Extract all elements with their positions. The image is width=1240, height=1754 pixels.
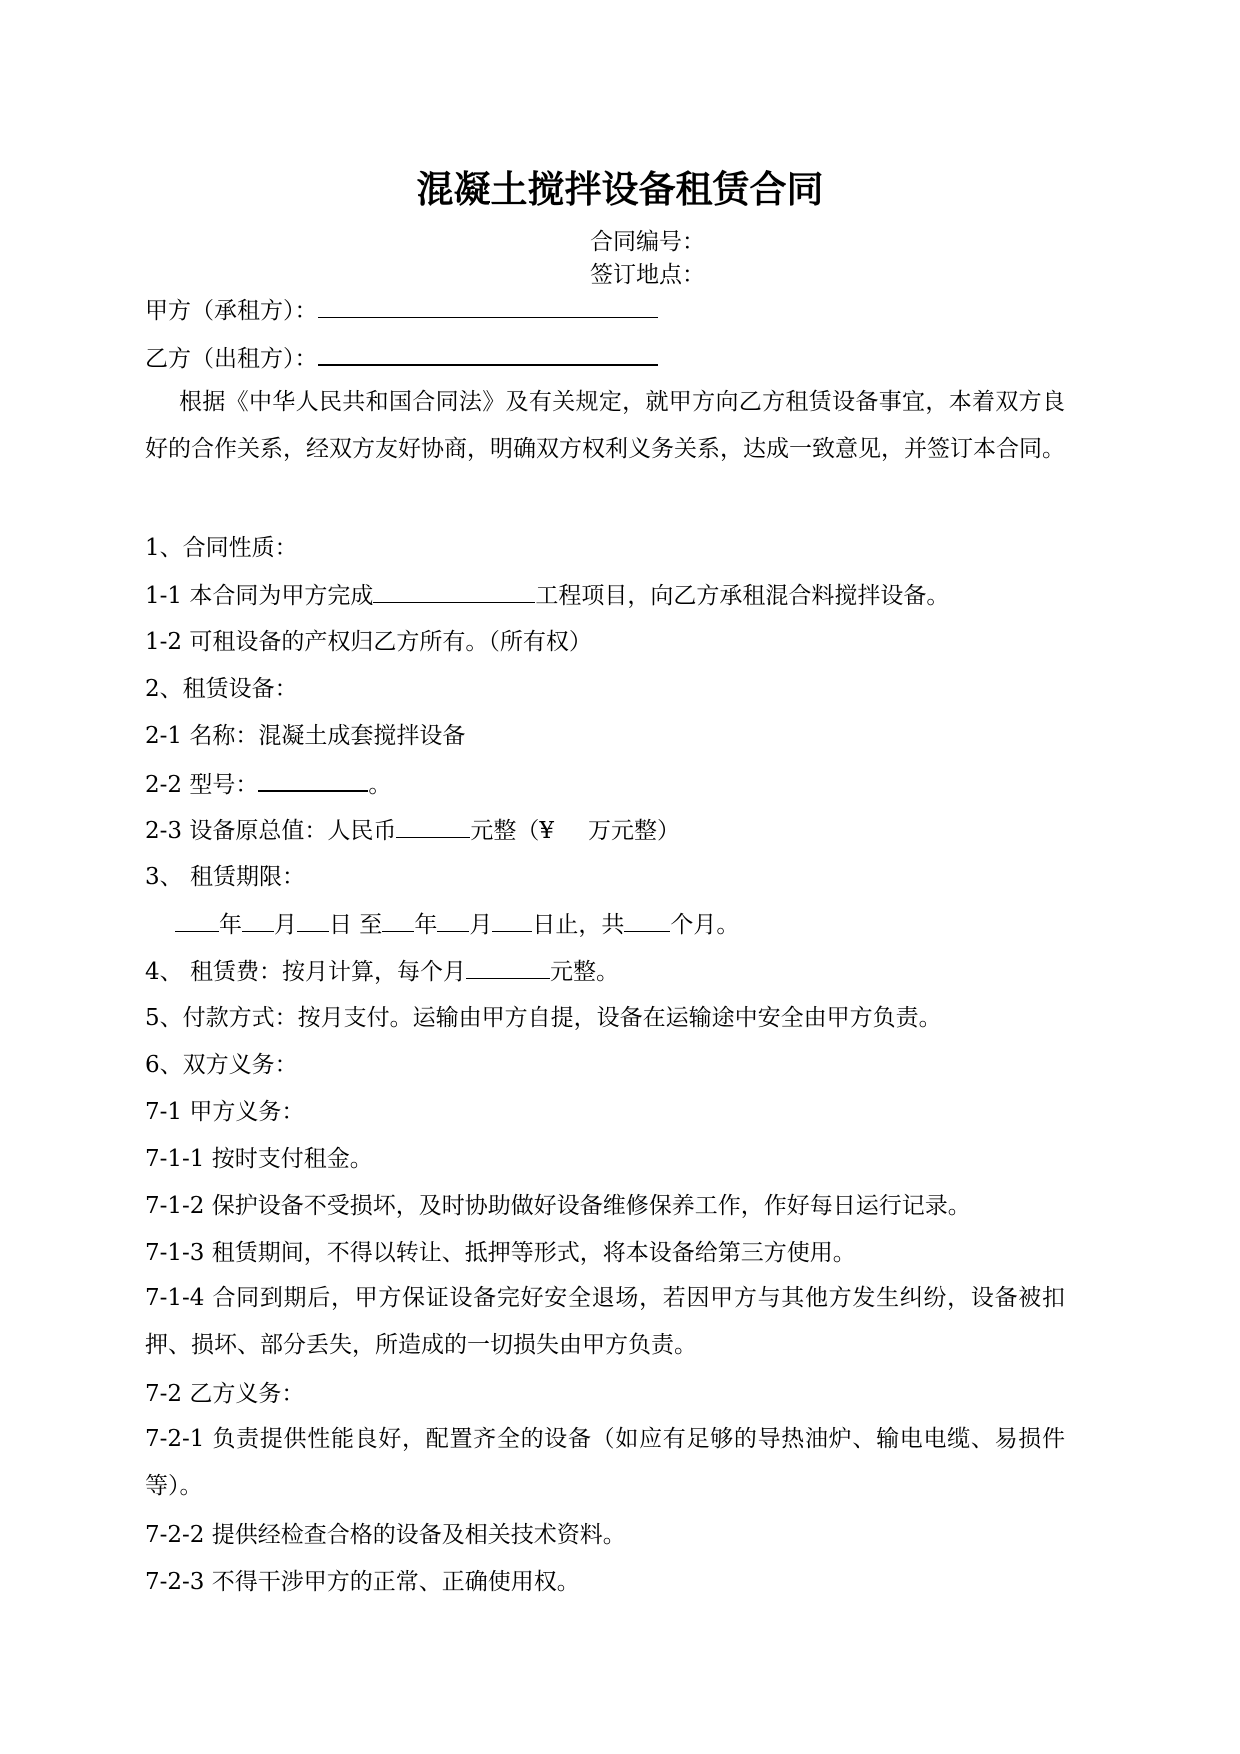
clause-7-1-2: 7-1-2 保护设备不受损坏，及时协助做好设备维修保养工作，作好每日运行记录。 — [145, 1193, 971, 1219]
total-value-blank[interactable] — [396, 815, 470, 838]
clause-7-2-2: 7-2-2 提供经检查合格的设备及相关技术资料。 — [145, 1522, 626, 1548]
start-month-label: 月 — [274, 912, 297, 938]
signing-place-label: 签订地点： — [590, 262, 705, 288]
clause-1-1-text-a: 1-1 本合同为甲方完成 — [145, 583, 374, 609]
section-2-heading: 2、租赁设备： — [145, 676, 298, 702]
section-1-heading: 1、合同性质： — [145, 535, 298, 561]
clause-7-1-1: 7-1-1 按时支付租金。 — [145, 1146, 373, 1172]
end-day-label: 日止，共 — [532, 912, 625, 938]
monthly-fee-blank[interactable] — [466, 956, 550, 979]
start-month-blank[interactable] — [242, 909, 274, 932]
party-a-line — [145, 295, 658, 326]
end-month-blank[interactable] — [437, 909, 469, 932]
total-months-label: 个月。 — [670, 912, 740, 938]
clause-2-3-text-b: 元整（¥ — [470, 818, 554, 844]
clause-2-2 — [145, 768, 391, 800]
start-day-blank[interactable] — [297, 909, 329, 932]
party-b-label: 乙方（出租方）： — [145, 346, 318, 372]
end-year-blank[interactable] — [382, 909, 414, 932]
total-months-blank[interactable] — [624, 909, 670, 932]
clause-7-2-heading: 7-2 乙方义务： — [145, 1381, 305, 1407]
lease-period-line — [175, 909, 739, 940]
end-year-label: 年 — [414, 912, 438, 938]
clause-2-2-end: 。 — [368, 772, 392, 798]
intro-paragraph: 根据《中华人民共和国合同法》及有关规定，就甲方向乙方租赁设备事宜，本着双方良好的合作关系，经双方友好协商，明确双方权利义务关系，达成一致意见，并签订本合同。 — [145, 389, 1065, 462]
clause-7-2-1: 7-2-1 负责提供性能良好，配置齐全的设备（如应有足够的导热油炉、输电电缆、易损件等）。 — [145, 1426, 1065, 1499]
clause-1-1 — [145, 580, 949, 611]
section-6-heading: 6、双方义务： — [145, 1052, 298, 1078]
start-year-blank[interactable] — [175, 909, 219, 932]
party-b-blank[interactable] — [318, 342, 658, 366]
contract-number-label: 合同编号： — [590, 229, 705, 255]
start-year-label: 年 — [219, 912, 242, 938]
clause-2-3 — [145, 815, 680, 846]
party-a-blank[interactable] — [318, 295, 658, 318]
clause-2-2-label: 2-2 型号： — [145, 772, 259, 798]
project-name-blank[interactable] — [373, 580, 535, 603]
section-3-heading: 3、 租赁期限： — [145, 864, 305, 890]
clause-7-1-heading: 7-1 甲方义务： — [145, 1099, 305, 1125]
section-5: 5、付款方式：按月支付。运输由甲方自提，设备在运输途中安全由甲方负责。 — [145, 1005, 942, 1031]
contract-title: 混凝土搅拌设备租赁合同 — [416, 168, 824, 211]
clause-7-2-3: 7-2-3 不得干涉甲方的正常、正确使用权。 — [145, 1569, 580, 1595]
clause-2-1: 2-1 名称：混凝土成套搅拌设备 — [145, 723, 466, 749]
party-b-line — [145, 342, 658, 374]
end-day-blank[interactable] — [492, 909, 532, 932]
section-4 — [145, 956, 619, 987]
clause-1-2: 1-2 可租设备的产权归乙方所有。（所有权） — [145, 629, 592, 655]
section-4-text-a: 4、 租赁费：按月计算，每个月 — [145, 959, 466, 985]
section-4-text-b: 元整。 — [549, 959, 619, 985]
clause-7-1-4: 7-1-4 合同到期后，甲方保证设备完好安全退场，若因甲方与其他方发生纠纷，设备被扣押、损坏、部分丢失，所造成的一切损失由甲方负责。 — [145, 1285, 1065, 1358]
clause-2-3-text-c: 万元整） — [588, 818, 680, 844]
party-a-label: 甲方（承租方）： — [145, 298, 318, 324]
clause-1-1-text-b: 工程项目，向乙方承租混合料搅拌设备。 — [535, 583, 950, 609]
start-day-label: 日 至 — [329, 912, 383, 938]
end-month-label: 月 — [469, 912, 493, 938]
clause-7-1-3: 7-1-3 租赁期间，不得以转让、抵押等形式，将本设备给第三方使用。 — [145, 1240, 856, 1266]
model-blank[interactable] — [258, 768, 368, 792]
clause-2-3-label: 2-3 设备原总值：人民币 — [145, 818, 397, 844]
